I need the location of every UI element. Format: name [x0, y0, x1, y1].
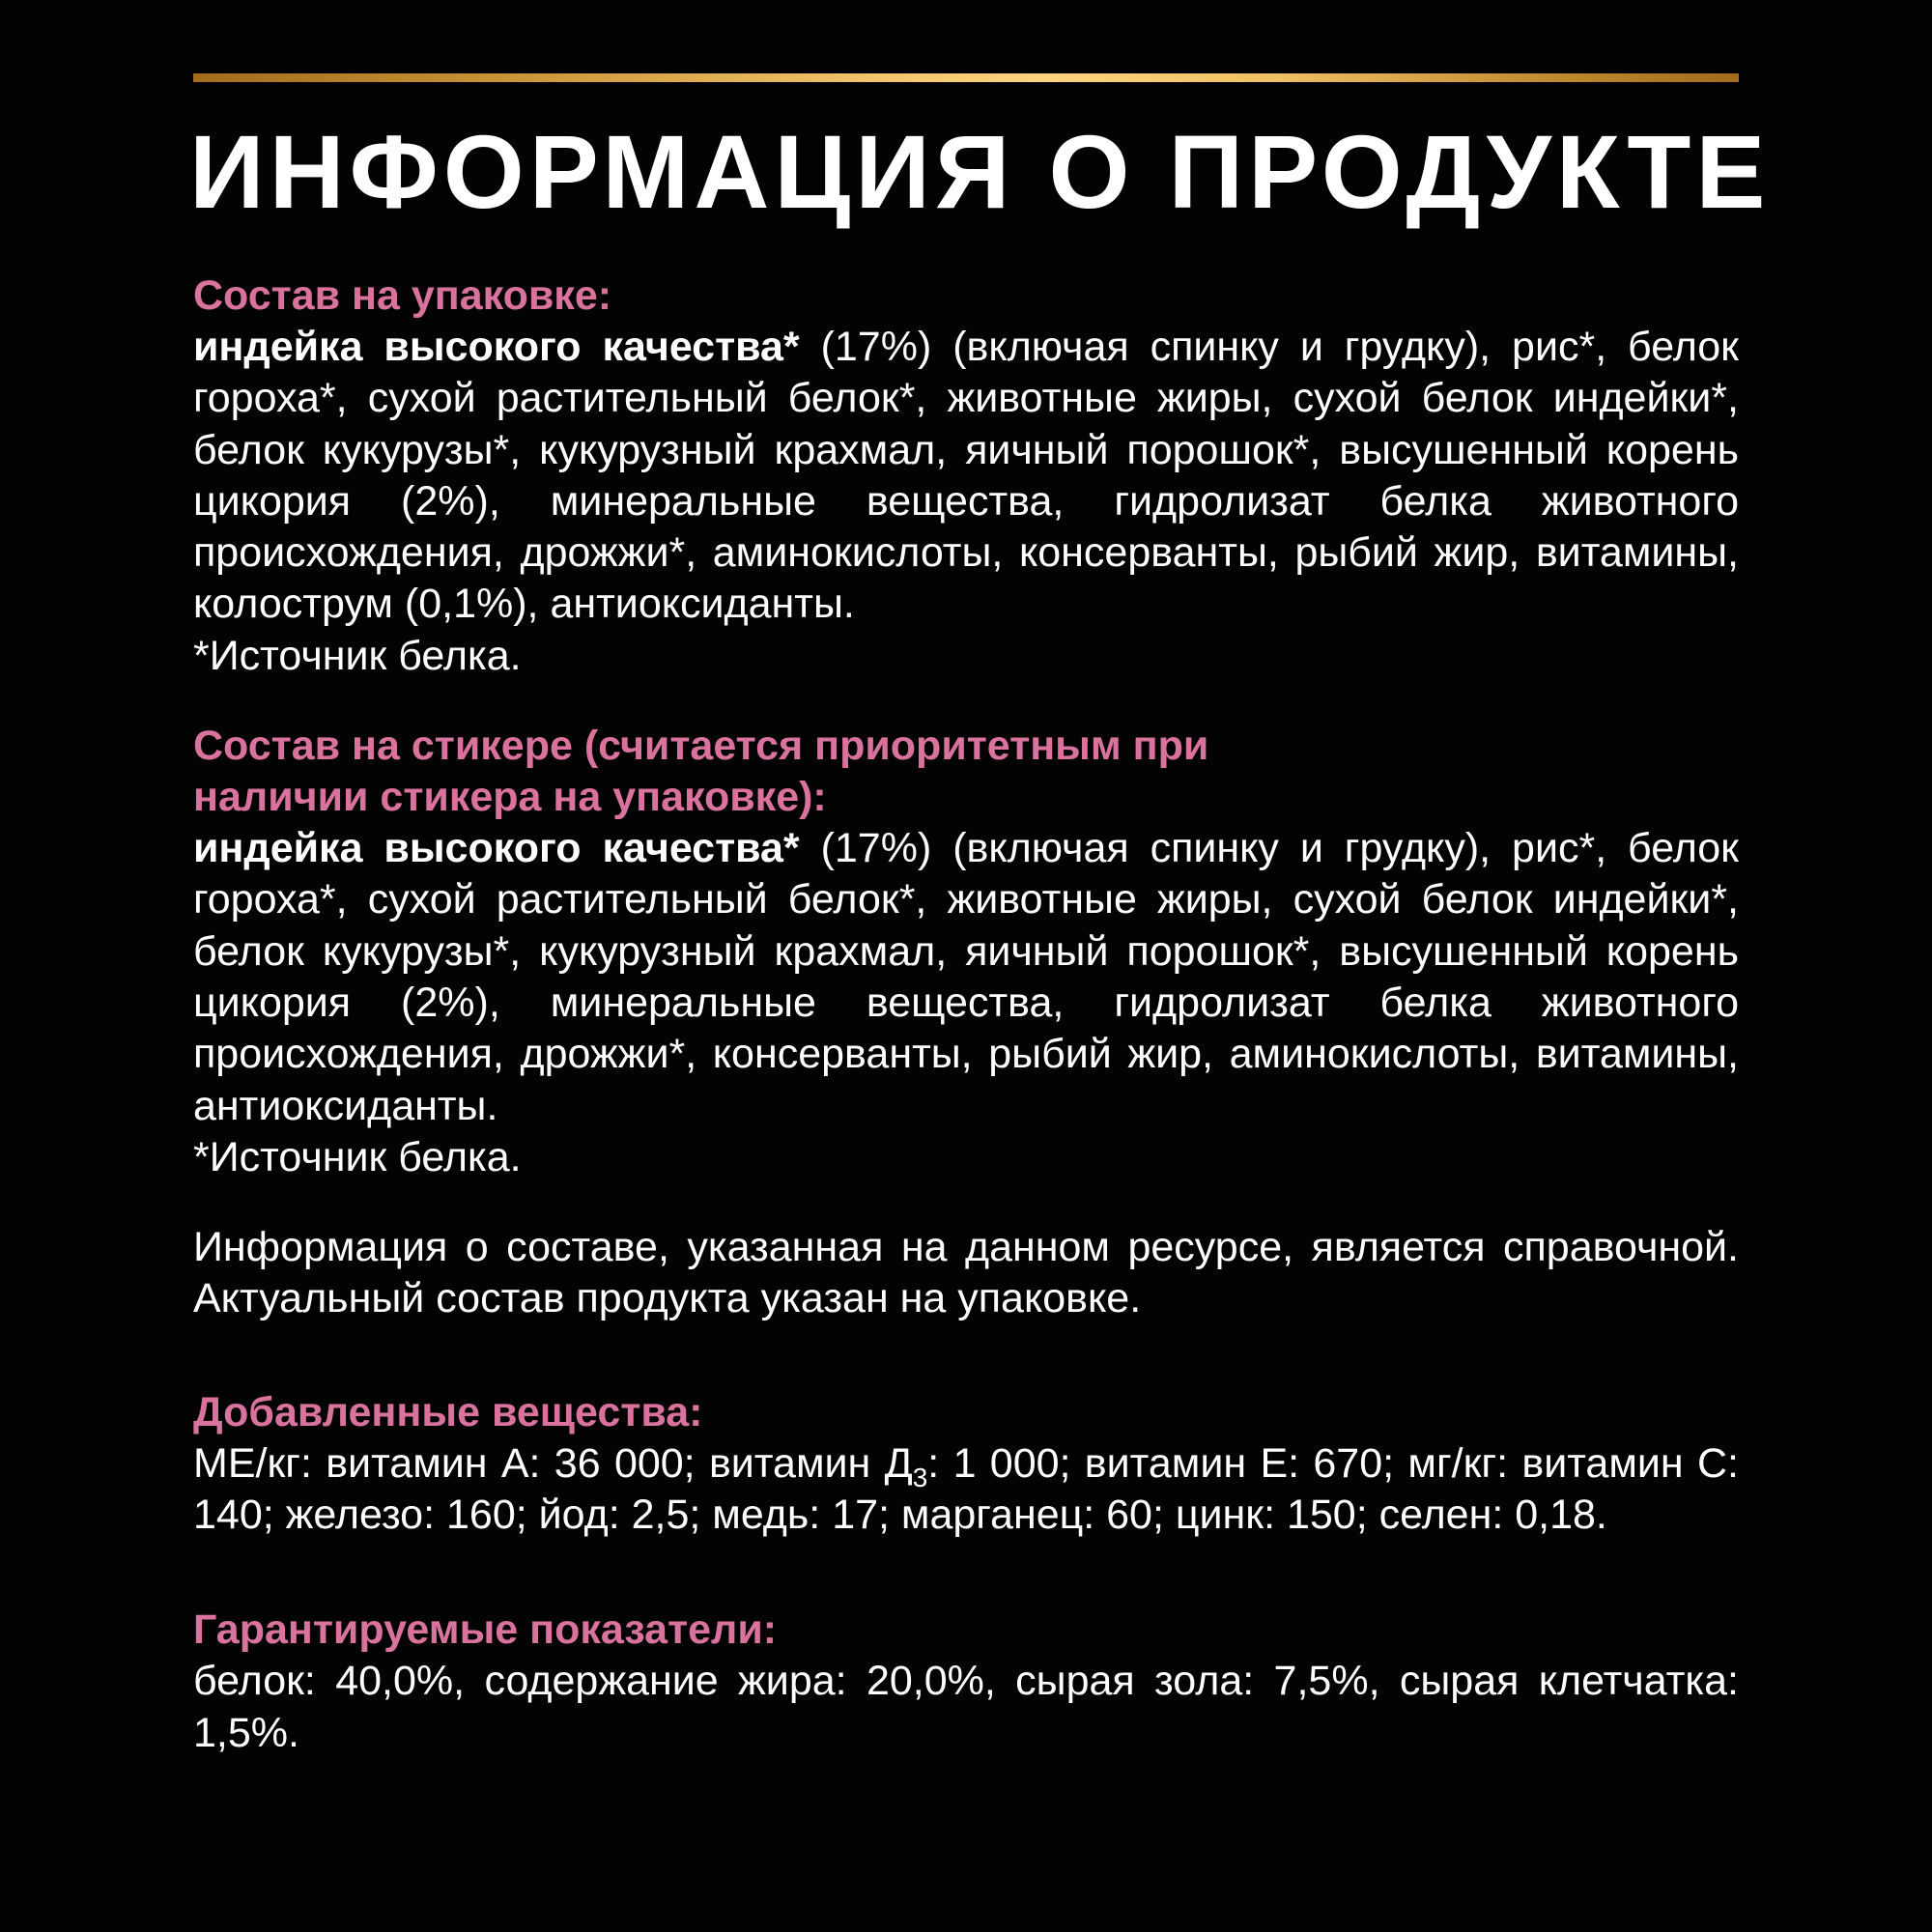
sticker-composition-footnote: *Источник белка. [193, 1133, 522, 1180]
added-substances-text [193, 1438, 1739, 1542]
package-composition-section [193, 270, 1739, 682]
product-info-content [193, 270, 1739, 1759]
vitamin-d-subscript: 3 [912, 1462, 928, 1492]
package-composition-ingredients: (17%) (включая спинку и грудку), рис*, белок гороха*, сухой растительный белок*, животные жиры, сухой белок индейки*, белок кукурузы*, кукурузный крахмал, яичный порошок*, высушенный корень цикория (2%), минеральные вещества, гидролизат белка животного происхождения, дрожжи*, аминокислоты, консерванты, рыбий жир, витамины, колострум (0,1%), антиоксиданты. [193, 324, 1739, 628]
page-title: ИНФОРМАЦИЯ О ПРОДУКТЕ [189, 113, 1771, 230]
disclaimer-text: Информация о составе, указанная на данном ресурсе, является справочной. Актуальный состав продукта указан на упаковке. [193, 1224, 1739, 1322]
sticker-composition-ingredients: (17%) (включая спинку и грудку), рис*, белок гороха*, сухой растительный белок*, животные жиры, сухой белок индейки*, белок кукурузы*, кукурузный крахмал, яичный порошок*, высушенный корень цикория (2%), минеральные вещества, гидролизат белка животного происхождения, дрожжи*, консерванты, рыбий жир, аминокислоты, витамины, антиоксиданты. [193, 825, 1739, 1129]
added-substances-heading: Добавленные вещества: [193, 1388, 703, 1435]
gold-divider-bar [193, 73, 1739, 82]
added-substances-text-part1: МЕ/кг: витамин А: 36 000; витамин Д [193, 1439, 913, 1487]
added-substances-section [193, 1387, 1739, 1542]
package-composition-heading: Состав на упаковке: [193, 272, 612, 319]
sticker-composition-heading: Состав на стикере (считается приоритетным при наличии стикера на упаковке): [193, 723, 1209, 821]
guaranteed-values-text: белок: 40,0%, содержание жира: 20,0%, сырая зола: 7,5%, сырая клетчатка: 1,5%. [193, 1658, 1739, 1756]
guaranteed-values-section [193, 1605, 1739, 1759]
package-composition-lead: индейка высокого качества* [193, 324, 800, 370]
added-substances-text-part2: : 1 000; витамин Е: 670; мг/кг: витамин С: 140; железо: 160; йод: 2,5; медь: 17; марганец: 60; цинк: 150; селен: 0,18. [193, 1439, 1739, 1539]
package-composition-footnote: *Источник белка. [193, 632, 522, 679]
sticker-composition-section [193, 721, 1739, 1183]
guaranteed-values-heading: Гарантируемые показатели: [193, 1606, 778, 1654]
sticker-composition-lead: индейка высокого качества* [193, 825, 800, 872]
sticker-composition-text [193, 823, 1739, 1132]
disclaimer-section [193, 1222, 1739, 1325]
package-composition-text [193, 322, 1739, 631]
